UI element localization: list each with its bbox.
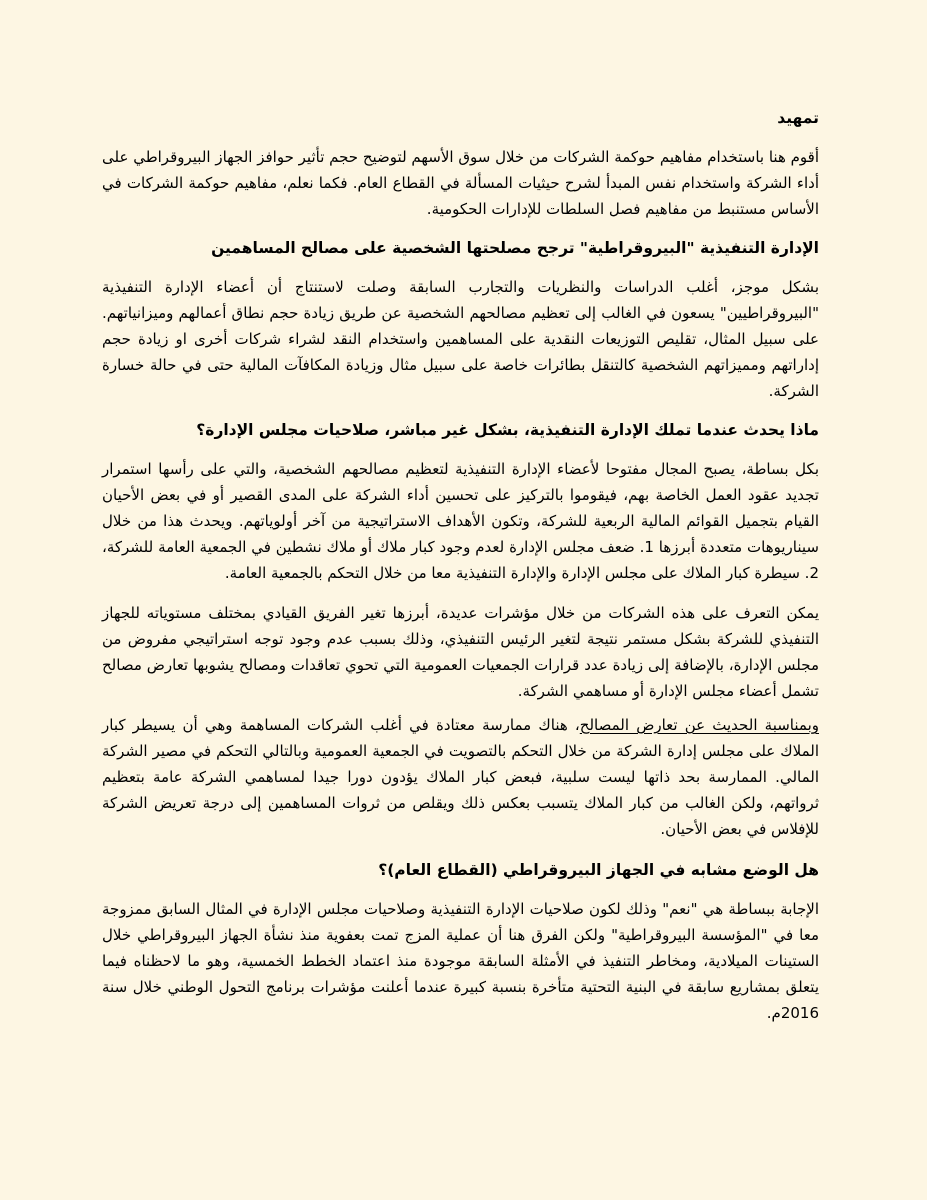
paragraph-government: الإجابة ببساطة هي "نعم" وذلك لكون صلاحيات الإدارة التنفيذية وصلاحيات مجلس الإدارة في المثال السابق ممزوجة معا في "المؤسسة البيروقراطية" ولكن الفرق هنا أن عملية المزج تمت بعفوية منذ نشأة الجهاز البيروقراطي خلال الستينات الميلادية، ومخاطر التنفيذ في الأمثلة السابقة موجودة منذ اعتماد الخطط الخمسية، وهو ما لاحظناه فيما يتعلق بمشاريع سابقة في البنية التحتية متأخرة بنسبة كبيرة عندما أعلنت مؤشرات برنامج التحول الوطني خلال سنة 2016م. — [102, 900, 819, 1022]
conflict-of-interest-text: ، هناك ممارسة معتادة في أغلب الشركات المساهمة وهي أن يسيطر كبار الملاك على مجلس إدارة الشركة من خلال التحكم بالتصويت في الجمعية العمومية وبالتالي التحكم في مصير الشركة المالي. الممارسة بحد ذاتها ليست سلبية، فبعض كبار الملاك يؤدون دورا جيدا لمساهمي الشركة عامة بتعظيم ثرواتهم، ولكن الغالب من كبار الملاك يتسبب بعكس ذلك ويقلص من ثروات المساهمين إلى درجة تعريض الشركة للإفلاس في بعض الأحيان. — [102, 716, 819, 838]
conflict-of-interest-lead: وبمناسبة الحديث عن تعارض المصالح — [579, 716, 819, 734]
section-heading-intro: تمهيد — [777, 109, 819, 127]
section-heading-government: هل الوضع مشابه في الجهاز البيروقراطي (القطاع العام)؟ — [378, 861, 819, 879]
section-heading-executive: الإدارة التنفيذية "البيروقراطية" ترجح مصلحتها الشخصية على مصالح المساهمين — [211, 239, 819, 257]
paragraph-signs: يمكن التعرف على هذه الشركات من خلال مؤشرات عديدة، أبرزها تغير الفريق القيادي بمختلف مستوياته للجهاز التنفيذي للشركة بشكل مستمر نتيجة لتغير الرئيس التنفيذي، وذلك بسبب عدم وجود توجه استراتيجي مفروض من مجلس الإدارة، بالإضافة إلى زيادة عدد قرارات الجمعيات العمومية التي تحوي تعاقدات ومصالح يشوبها تعارض مصالح تشمل أعضاء مجلس الإدارة أو مساهمي الشركة. — [102, 604, 819, 700]
section-heading-what-happens: ماذا يحدث عندما تملك الإدارة التنفيذية، بشكل غير مباشر، صلاحيات مجلس الإدارة؟ — [196, 421, 819, 439]
paragraph-executive: بشكل موجز، أغلب الدراسات والنظريات والتجارب السابقة وصلت لاستنتاج أن أعضاء الإدارة التنفيذية "البيروقراطيين" يسعون في الغالب إلى تعظيم مصالحهم الشخصية عن طريق زيادة حجم نطاق أعمالهم وميزانياتهم. على سبيل المثال، تقليص التوزيعات النقدية على المساهمين واستخدام النقد لشراء شركات أخرى او زيادة حجم إداراتهم ومميزاتهم الشخصية كالتنقل بطائرات خاصة على سبيل مثال وزيادة المكافآت المالية حتى في حالة خسارة الشركة. — [102, 278, 819, 400]
paragraph-what-happens: بكل بساطة، يصبح المجال مفتوحا لأعضاء الإدارة التنفيذية لتعظيم مصالحهم الشخصية، والتي على رأسها استمرار تجديد عقود العمل الخاصة بهم، فيقوموا بالتركيز على تحسين أداء الشركة على المدى القصير أو في بعض الأحيان القيام بتجميل القوائم المالية الربعية للشركة، وتكون الأهداف الاستراتيجية من آخر أولوياتهم. ويحدث هذا من خلال سيناريوهات متعددة أبرزها 1. ضعف مجلس الإدارة لعدم وجود كبار ملاك أو ملاك نشطين في الجمعية العامة للشركة، 2. سيطرة كبار الملاك على مجلس الإدارة والإدارة التنفيذية معا من خلال التحكم بالجمعية العامة. — [102, 460, 819, 582]
paragraph-conflict-of-interest — [102, 712, 819, 842]
paragraph-intro: أقوم هنا باستخدام مفاهيم حوكمة الشركات من خلال سوق الأسهم لتوضيح حجم تأثير حوافز الجهاز البيروقراطي على أداء الشركة واستخدام نفس المبدأ لشرح حيثيات المسألة في القطاع العام. فكما نعلم، مفاهيم حوكمة الشركات في الأساس مستنبط من مفاهيم فصل السلطات للإدارات الحكومية. — [102, 148, 819, 218]
